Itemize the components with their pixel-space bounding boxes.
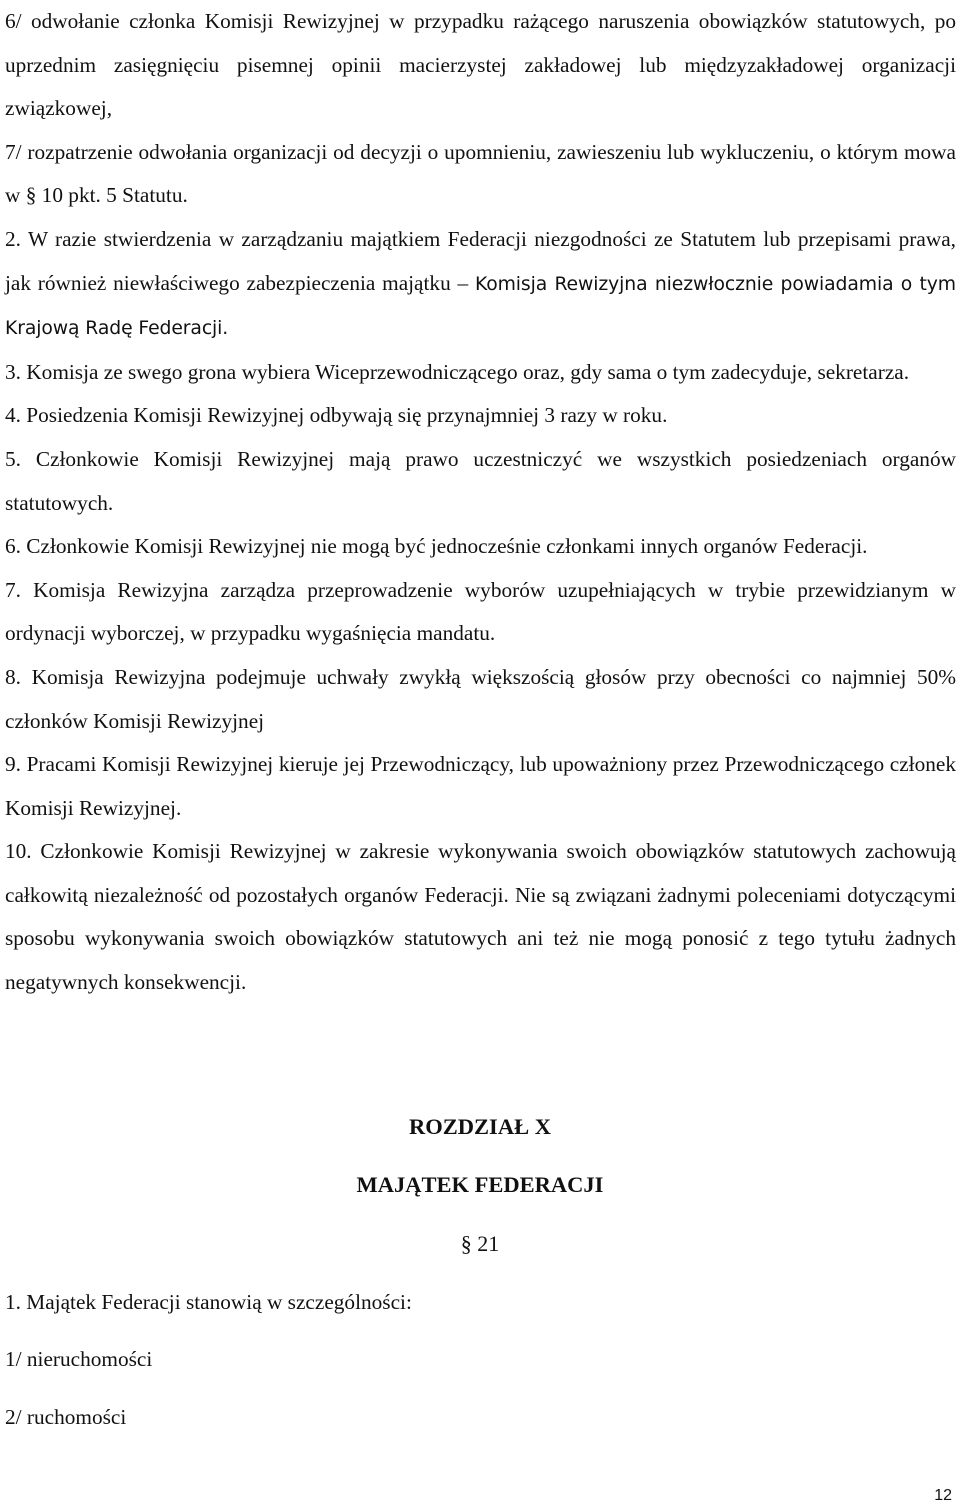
section-number: 2. [5,226,21,251]
paragraph-section-7: 7. Komisja Rewizyjna zarządza przeprowadzenie wyborów uzupełniających w trybie przewidzianym w ordynacji wyborczej, w przypadku wygaśnięcia mandatu. [5,577,956,646]
section-2-text-b: Komisja Rewizyjna niezwłocznie powiadamia o tym Krajową Radę Federacji. [5,273,956,340]
paragraph-section-9: 9. Pracami Komisji Rewizyjnej kieruje jej Przewodniczący, lub upoważniony przez Przewodniczącego członek Komisji Rewizyjnej. [5,752,956,820]
list-item-2: 2/ ruchomości [5,1405,127,1429]
list-item-1: 1/ nieruchomości [5,1347,153,1371]
page-number: 12 [934,1487,952,1504]
section-2-text-a: W razie stwierdzenia w zarządzaniu majątkiem Federacji niezgodności ze Statutem lub przepisami prawa, jak również niewłaściwego zabezpieczenia majątku – [5,226,956,295]
chapter-subtitle: MAJĄTEK FEDERACJI [356,1172,604,1197]
paragraph-item-6: 6/ odwołanie członka Komisji Rewizyjnej w przypadku rażącego naruszenia obowiązków statutowych, po uprzednim zasięgnięciu pisemnej opinii macierzystej zakładowej lub międzyzakładowej organizacji związkowej, [5,9,956,121]
paragraph-section-2 [5,218,956,351]
chapter-title: ROZDZIAŁ X [409,1114,551,1139]
paragraph-section-10: 10. Członkowie Komisji Rewizyjnej w zakresie wykonywania swoich obowiązków statutowych zachowują całkowitą niezależność od pozostałych organów Federacji. Nie są związani żadnymi poleceniami dotyczącymi sposobu wykonywania swoich obowiązków statutowych ani też nie mogą ponosić z tego tytułu żadnych negatywnych konsekwencji. [5,839,956,995]
paragraph-section-6: 6. Członkowie Komisji Rewizyjnej nie mogą być jednocześnie członkami innych organów Federacji. [5,534,868,559]
paragraph-section-5: 5. Członkowie Komisji Rewizyjnej mają prawo uczestniczyć we wszystkich posiedzeniach organów statutowych. [5,446,956,515]
paragraph-section-3: 3. Komisja ze swego grona wybiera Wiceprzewodniczącego oraz, gdy sama o tym zadecyduje, sekretarza. [5,359,910,384]
paragraph-sign: § 21 [460,1231,500,1256]
document-body [5,0,956,1005]
paragraph-section-8: 8. Komisja Rewizyjna podejmuje uchwały zwykłą większością głosów przy obecności co najmniej 50% członków Komisji Rewizyjnej [5,664,956,733]
paragraph-item-7: 7/ rozpatrzenie odwołania organizacji od decyzji o upomnieniu, zawieszeniu lub wykluczeniu, o którym mowa w § 10 pkt. 5 Statutu. [5,139,956,208]
paragraph-section-4: 4. Posiedzenia Komisji Rewizyjnej odbywają się przynajmniej 3 razy w roku. [5,403,668,428]
list-intro: 1. Majątek Federacji stanowią w szczególności: [5,1290,412,1314]
